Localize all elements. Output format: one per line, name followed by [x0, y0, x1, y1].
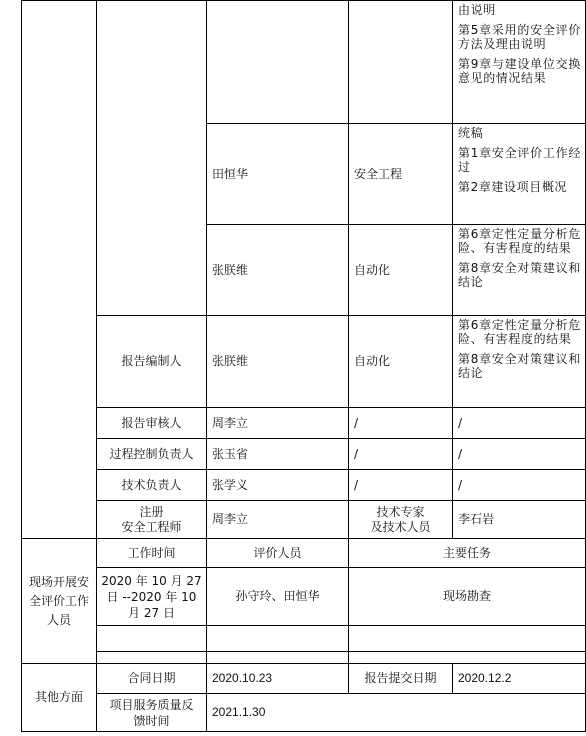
section-label: 现场开展安全评价工作人员 [22, 539, 97, 664]
empty-cell [349, 652, 586, 664]
table-row [22, 439, 586, 470]
table-row [22, 664, 586, 694]
empty-cell [207, 652, 349, 664]
report-date: 2020.12.2 [453, 664, 586, 694]
task-line: 第1章安全评价工作经过 [458, 146, 581, 174]
empty-cell [97, 1, 207, 316]
table-row [22, 694, 586, 732]
role-label: 报告审核人 [97, 408, 207, 439]
field-label: 报告提交日期 [349, 664, 453, 694]
staff-major: 自动化 [349, 316, 453, 408]
staff-name [207, 1, 349, 124]
task-line: 统稿 [458, 126, 484, 140]
table-row [22, 539, 586, 568]
expert-label [349, 501, 453, 539]
contract-date: 2020.10.23 [207, 664, 349, 694]
field-label: 合同日期 [97, 664, 207, 694]
column-header: 工作时间 [97, 539, 207, 568]
staff-major: / [349, 439, 453, 470]
staff-major: / [349, 470, 453, 501]
staff-tasks [453, 124, 586, 225]
column-header: 主要任务 [349, 539, 586, 568]
staff-name: 张朕维 [207, 316, 349, 408]
empty-cell [97, 626, 207, 652]
role-label: 过程控制负责人 [97, 439, 207, 470]
table-row [22, 316, 586, 408]
table-row [22, 568, 586, 626]
staff-major: 安全工程 [349, 124, 453, 225]
task-line: 第9章与建设单位交换意见的情况结果 [458, 57, 581, 85]
empty-cell [349, 626, 586, 652]
role-label-line: 安全工程师 [121, 519, 182, 534]
expert-label-line: 及技术人员 [370, 519, 431, 534]
staff-tasks: / [453, 439, 586, 470]
staff-major [349, 1, 453, 124]
staff-major: 自动化 [349, 225, 453, 316]
task-line: 第6章定性定量分析危险、有害程度的结果 [458, 318, 581, 346]
personnel: 孙守玲、田恒华 [207, 568, 349, 626]
table-row [22, 470, 586, 501]
feedback-date: 2021.1.30 [207, 694, 586, 732]
role-label-line: 注册 [139, 504, 164, 519]
main-task: 现场勘查 [349, 568, 586, 626]
staff-name: 张玉省 [207, 439, 349, 470]
section-label: 其他方面 [22, 664, 97, 732]
table-row [22, 501, 586, 539]
staff-tasks [453, 316, 586, 408]
staff-tasks: / [453, 408, 586, 439]
role-label: 报告编制人 [97, 316, 207, 408]
expert-label-line: 技术专家 [376, 504, 425, 519]
evaluation-staff-table [21, 0, 586, 732]
task-line: 第6章定性定量分析危险、有害程度的结果 [458, 227, 581, 255]
staff-major: / [349, 408, 453, 439]
staff-name: 周李立 [207, 501, 349, 539]
staff-name: 田恒华 [207, 124, 349, 225]
task-line: 第5章采用的安全评价方法及理由说明 [458, 23, 581, 51]
table-row [22, 652, 586, 664]
work-time: 2020 年 10 月 27 日 --2020 年 10 月 27 日 [97, 568, 207, 626]
task-line: 由说明 [458, 3, 496, 17]
staff-name: 张朕维 [207, 225, 349, 316]
field-label: 项目服务质量反馈时间 [97, 694, 207, 732]
staff-tasks [453, 1, 586, 124]
column-header: 评价人员 [207, 539, 349, 568]
staff-name: 张学义 [207, 470, 349, 501]
staff-tasks [453, 225, 586, 316]
task-line: 第2章建设项目概况 [458, 180, 568, 194]
empty-cell [97, 652, 207, 664]
role-label [97, 501, 207, 539]
table-row [22, 408, 586, 439]
empty-cell [22, 1, 97, 539]
staff-tasks: / [453, 470, 586, 501]
role-label: 技术负责人 [97, 470, 207, 501]
expert-name: 李石岩 [453, 501, 586, 539]
table-row [22, 626, 586, 652]
staff-name: 周李立 [207, 408, 349, 439]
empty-cell [207, 626, 349, 652]
task-line: 第8章安全对策建议和结论 [458, 261, 581, 289]
task-line: 第8章安全对策建议和结论 [458, 352, 581, 380]
table-row [22, 1, 586, 124]
